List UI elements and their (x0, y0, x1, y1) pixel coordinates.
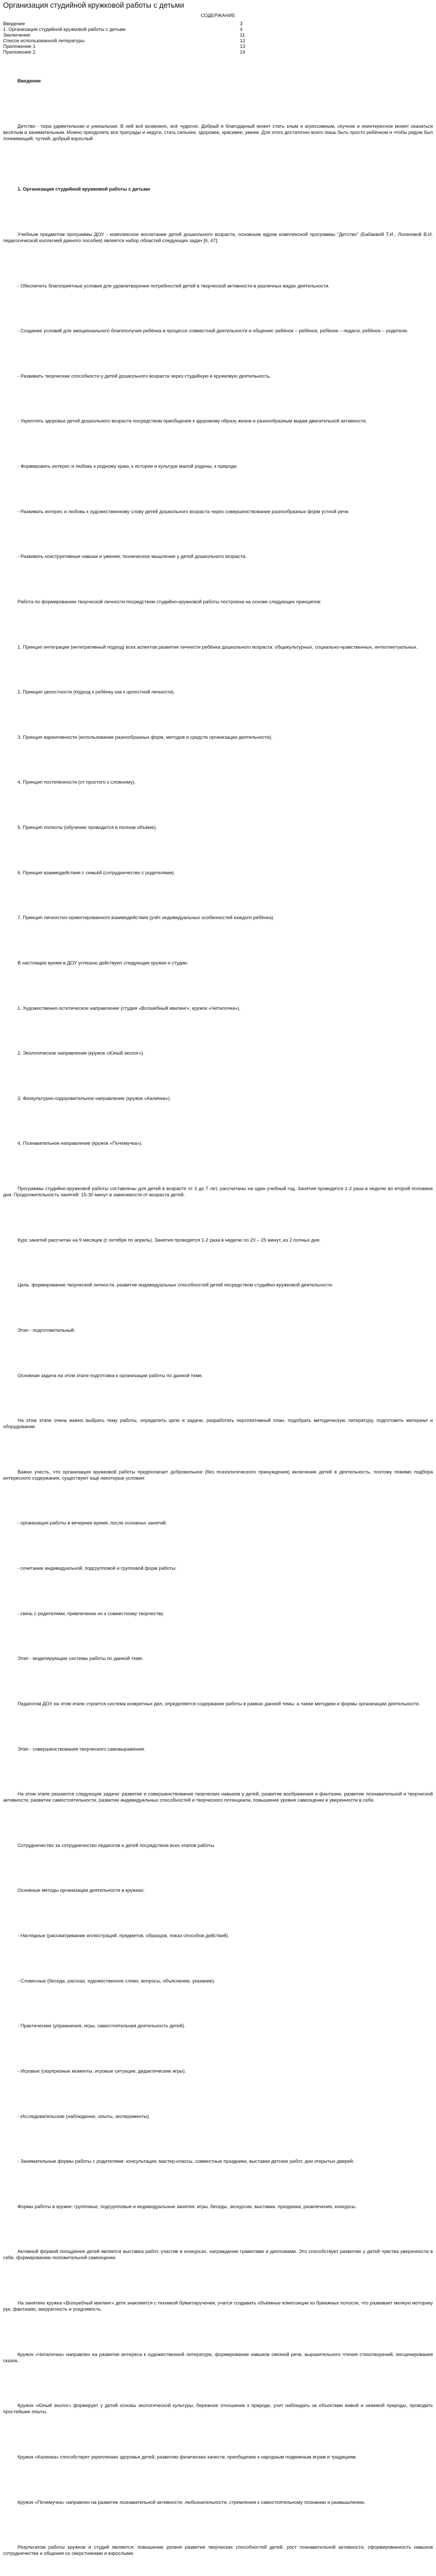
toc-row[interactable] (3, 26, 250, 32)
section1-paragraph: 3. Физкультурно-оздоровительное направление (кружок «Калинка»). (18, 1095, 171, 1101)
section1-paragraph: - организация работы в вечернее время, после основных занятий; (18, 1520, 167, 1526)
section1-paragraph: Активной формой поощрения детей является выставка работ, участие в конкурсах, награждение грамотами и дипломами. Это способствует развитию у детей чувства уверенности в себе, формированию положительной самооценки. (3, 2248, 433, 2261)
toc-heading: СОДЕРЖАНИЕ (200, 12, 236, 18)
section1-paragraph: Работа по формированию творческой личности посредством студийно-кружковой работы построена на основе следующих принципов: (18, 598, 322, 604)
section1-paragraph: Этап - подготовительный. (18, 1327, 76, 1333)
section1-paragraph: 1. Художественно-эстетическое направление (студия «Волшебный квилинг»; кружок «Читалочка»). (18, 1005, 241, 1011)
section1-paragraph: Программы студийно-кружковой работы составлены для детей в возрасте от 3 до 7 лет, рассчитаны на один учебный год. Занятия проводятся 1-2 раза в неделю во второй половине дня. Продолжительность занятий: 15-30 минут в зависимости от возраста детей. (3, 1185, 433, 1197)
document-body (3, 72, 433, 2576)
section1-paragraph: - Игровые (сюрпризные моменты, игровые ситуации, дидактические игры). (18, 2067, 186, 2074)
section1-heading: 1. Организация студийной кружковой работы с детьми (18, 186, 150, 192)
section1-paragraph: Сотрудничество за сотрудничество педагогов и детей посредством всех этапов работы. (18, 1842, 216, 1848)
section1-paragraph: Этап - моделирующие системы работы по данной теме. (18, 1655, 144, 1662)
toc-label: Список использованной литературы (3, 38, 85, 43)
toc-label: Заключение (3, 32, 31, 38)
section1-paragraph: Кружок «Почемучка» направлен на развитие познавательной активности, любознательности, стремления к самостоятельному познанию и размышлению. (18, 2499, 365, 2505)
section1-paragraph: 4. Принцип постепенности (от простого к сложному). (18, 779, 136, 785)
toc-row[interactable] (3, 32, 250, 38)
section1-paragraph: Этап - совершенствования творческого самовыражения. (18, 1745, 145, 1752)
section1-paragraph: - Формировать интерес и любовь к родному краю, к истории и культуре малой родины, к природе. (18, 463, 238, 469)
toc-label: Приложение 1 (3, 43, 36, 49)
toc-label: Введение (3, 21, 25, 26)
section1-paragraph: Кружок «Юный эколог» формирует у детей основы экологической культуры, бережное отношение к природе, учит наблюдать за объектами живой и неживой природы, проводить простейшие опыты. (3, 2402, 433, 2415)
section1-paragraph: - Укреплять здоровье детей дошкольного возраста посредством приобщения к здоровому образу жизни и разнообразным видам двигательной активности. (18, 418, 367, 424)
section1-body (3, 231, 433, 2576)
section1-paragraph: На этом этапе очень важно выбрать тему работы, определить цели и задачи, разработать перспективный план, подобрать методическую литературу, подготовить материал и оборудование. (3, 1417, 433, 1430)
toc-row[interactable] (3, 21, 250, 26)
intro-section (3, 123, 433, 142)
section1-paragraph: - Наглядные (рассматривание иллюстраций, предметов, образцов, показ способов действий). (18, 1933, 230, 1938)
section1-paragraph: - Развивать творческие способности у детей дошкольного возраста через студийную и кружковую деятельность. (18, 372, 271, 379)
section1-paragraph: - сочетание индивидуальной, подгрупповой и групповой форм работы; (18, 1565, 177, 1571)
section1-paragraph: Кружок «Калинка» способствует укреплению здоровья детей, развитию физических качеств, приобщению к народным подвижным играм и традициям. (18, 2453, 357, 2460)
section1-paragraph: - Развивать конструктивные навыки и умения, техническое мышление у детей дошкольного возраста. (18, 553, 247, 560)
section1-paragraph: 3. Принцип вариативности (использование разнообразных форм, методов и средств организации деятельности). (18, 734, 273, 740)
toc-label: 1. Организация студийной кружковой работы с детьми (3, 26, 126, 32)
section1-paragraph: 2. Экологическое направление (кружок «Юный эколог»). (18, 1050, 145, 1056)
section1-paragraph: - Исследовательские (наблюдение, опыты, эксперименты). (18, 2113, 150, 2119)
toc-page-number: 11 (240, 32, 245, 38)
section1-paragraph: - Словесные (беседа, рассказ, художественное слово, вопросы, объяснение, указание). (18, 1977, 216, 1984)
section1-paragraph: 6. Принцип взаимодействия с семьёй (сотрудничество с родителями). (18, 869, 176, 875)
section1-paragraph: Основные методы организации деятельности в кружках: (18, 1887, 145, 1893)
section1-paragraph: В настоящее время в ДОУ успешно действуют следующие кружки и студии: (18, 959, 188, 965)
intro-paragraph: Детство - пора удивительная и уникальная. В ней всё возможно, всё чудесно. Добрый и благодарный может стать злым и агрессивным, скучное и неинтересное может оказаться весёлым и занимательным. Можно преодолеть все преграды и недуги, стать сильнее, здоровее, красивее, умнее. Для этого достаточно всего лишь быть просто ребёнком и чтобы рядом был понимающий, чуткий, добрый взрослый. (3, 123, 433, 141)
section1-paragraph: Учебным предметом программы ДОУ - комплексное воспитание детей дошкольного возраста, основным ядром комплексной программы "Детство" (Бабаевой Т.И., Логиновой В.И. педагогической коллегией данного пособия) является набор областей следующих задач [6, 47]: (3, 231, 433, 243)
toc-row[interactable] (3, 43, 250, 49)
section1-paragraph: Педагогом ДОУ на этом этапе строится система конкретных дел, определяется содержание работы в рамках данной темы, а также методики и формы организации деятельности. (18, 1700, 421, 1706)
section1-paragraph: - Занимательные формы работы с родителями: консультации, мастер-классы, совместные праздники, выставки детских работ, дни открытых дверей. (18, 2158, 354, 2164)
toc-page-number: 4 (240, 26, 243, 32)
toc-row[interactable] (3, 49, 250, 55)
section1-paragraph: Формы работы в кружке: групповые, подгрупповые и индивидуальные занятия, игры, беседы, экскурсии, выставки, праздники, развлечения, конкурсы. (18, 2203, 357, 2209)
section1-paragraph: - Создание условий для эмоционального благополучия ребёнка в процессе совместной деятельности и общения: ребёнок – ребёнок, ребёнок – педагог, ребёнок – родители. (18, 328, 409, 334)
toc-page-number: 14 (240, 49, 246, 55)
toc-page-number: 12 (240, 38, 246, 43)
toc-row[interactable] (3, 38, 250, 43)
section1-paragraph: Кружок «Читалочка» направлен на развитие интереса к художественной литературе, формирование навыков связной речи, выразительного чтения стихотворений, инсценирования сказок. (3, 2351, 433, 2363)
section1-paragraph: На занятиях кружка «Волшебный квилинг» дети знакомятся с техникой бумагокручения, учатся создавать объёмные композиции из бумажных полосок, что развивает мелкую моторику рук, фантазию, аккуратность и усидчивость. (3, 2300, 433, 2312)
section1-paragraph: Цель: формирование творческой личности, развитие индивидуальных способностей детей посредством студийно-кружковой деятельности. (18, 1282, 334, 1288)
section1-paragraph: 1. Принцип интеграции (интегративный подход) всех аспектов развития личности ребёнка дошкольного возраста: общекультурных, социально-нравственных, интеллектуальных. (18, 643, 418, 650)
section1-paragraph: - связь с родителями, привлечение их к совместному творчеству. (18, 1610, 164, 1616)
section1-paragraph: - Обеспечить благоприятные условия для удовлетворения потребностей детей в творческой активности в различных видах деятельности. (18, 282, 330, 289)
table-of-contents (3, 21, 250, 55)
section1-paragraph: 5. Принцип полноты (обучение проводится в полном объёме). (18, 824, 157, 830)
section1-paragraph: Результатом работы кружков и студий являются: повышение уровня развития творческих способностей детей, рост познавательной активности, сформированность навыков сотрудничества и общения со сверстниками и взрослыми. (3, 2544, 433, 2556)
toc-page-number: 3 (240, 21, 243, 26)
toc-label: Приложение 2 (3, 49, 36, 55)
section1-paragraph: 2. Принцип целостности (подход к ребёнку как к целостной личности). (18, 689, 175, 695)
intro-heading: Введение (18, 78, 41, 83)
section1-paragraph: Основная задача на этом этапе подготовка к организации работы по данной теме. (18, 1372, 203, 1378)
section1-paragraph: 7. Принцип личностно-ориентированного взаимодействия (учёт индивидуальных особенностей каждого ребёнка). (18, 914, 275, 921)
toc-page-number: 13 (240, 43, 246, 49)
section1-paragraph: Курс занятий рассчитан на 9 месяцев (с октября по апрель). Занятия проводятся 1-2 раза в неделю по 20 – 25 минут, из 2 полных дня. (18, 1236, 321, 1243)
section1-paragraph: - Развивать интерес и любовь к художественному слову детей дошкольного возраста через совершенствование разнообразных форм устной речи. (18, 508, 350, 514)
section1-paragraph: - Практические (упражнения, игры, самостоятельная деятельность детей). (18, 2023, 186, 2029)
section1-paragraph: 4. Познавательное направление (кружок «Почемучка»). (18, 1140, 143, 1146)
section1-paragraph: На этом этапе решаются следующие задачи: развитие и совершенствование творческих навыков у детей, развитие воображения и фантазии, развитие познавательной и творческой активности, развитие самостоятельности, развитие индивидуальных способностей и творческого потенциала, повышение уровня самооценки и уверенности в себе. (3, 1791, 433, 1803)
document-title: Организация студийной кружковой работы с детьми (3, 2, 184, 10)
section1-paragraph: Важно учесть, что организация кружковой работы предполагает добровольное (без психологического принуждения) включение детей в деятельность, поэтому помимо подбора интересного содержания, существуют ещё некоторые условия: (3, 1468, 433, 1481)
